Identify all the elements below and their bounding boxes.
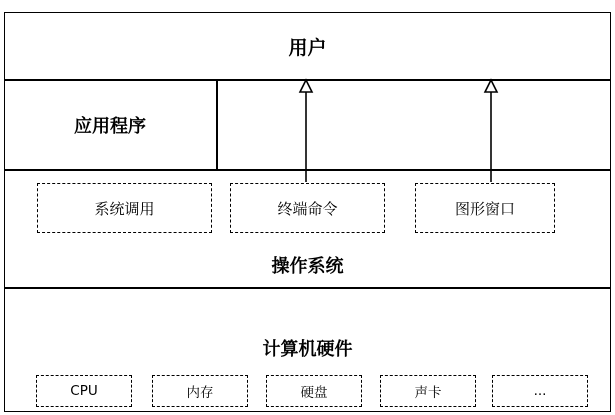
hardware-layer-label: 计算机硬件 bbox=[262, 339, 353, 360]
hardware-item-memory-label: 内存 bbox=[186, 385, 214, 401]
hardware-item-sound-card-label: 声卡 bbox=[414, 385, 442, 401]
os-layer-label: 操作系统 bbox=[271, 256, 344, 277]
user-layer-label: 用户 bbox=[288, 36, 327, 59]
os-interface-graphical-window-label: 图形窗口 bbox=[454, 199, 515, 218]
hardware-item-disk-label: 硬盘 bbox=[300, 385, 328, 401]
hardware-item-cpu-label: CPU bbox=[70, 383, 98, 399]
hardware-item-more-label: ... bbox=[533, 383, 547, 399]
arrow-gui-to-user bbox=[485, 80, 497, 182]
application-layer-label: 应用程序 bbox=[74, 116, 146, 137]
arrow-terminal-to-user bbox=[300, 80, 312, 182]
os-interface-system-call-label: 系统调用 bbox=[94, 199, 155, 218]
os-interface-terminal-command-label: 终端命令 bbox=[277, 199, 338, 218]
